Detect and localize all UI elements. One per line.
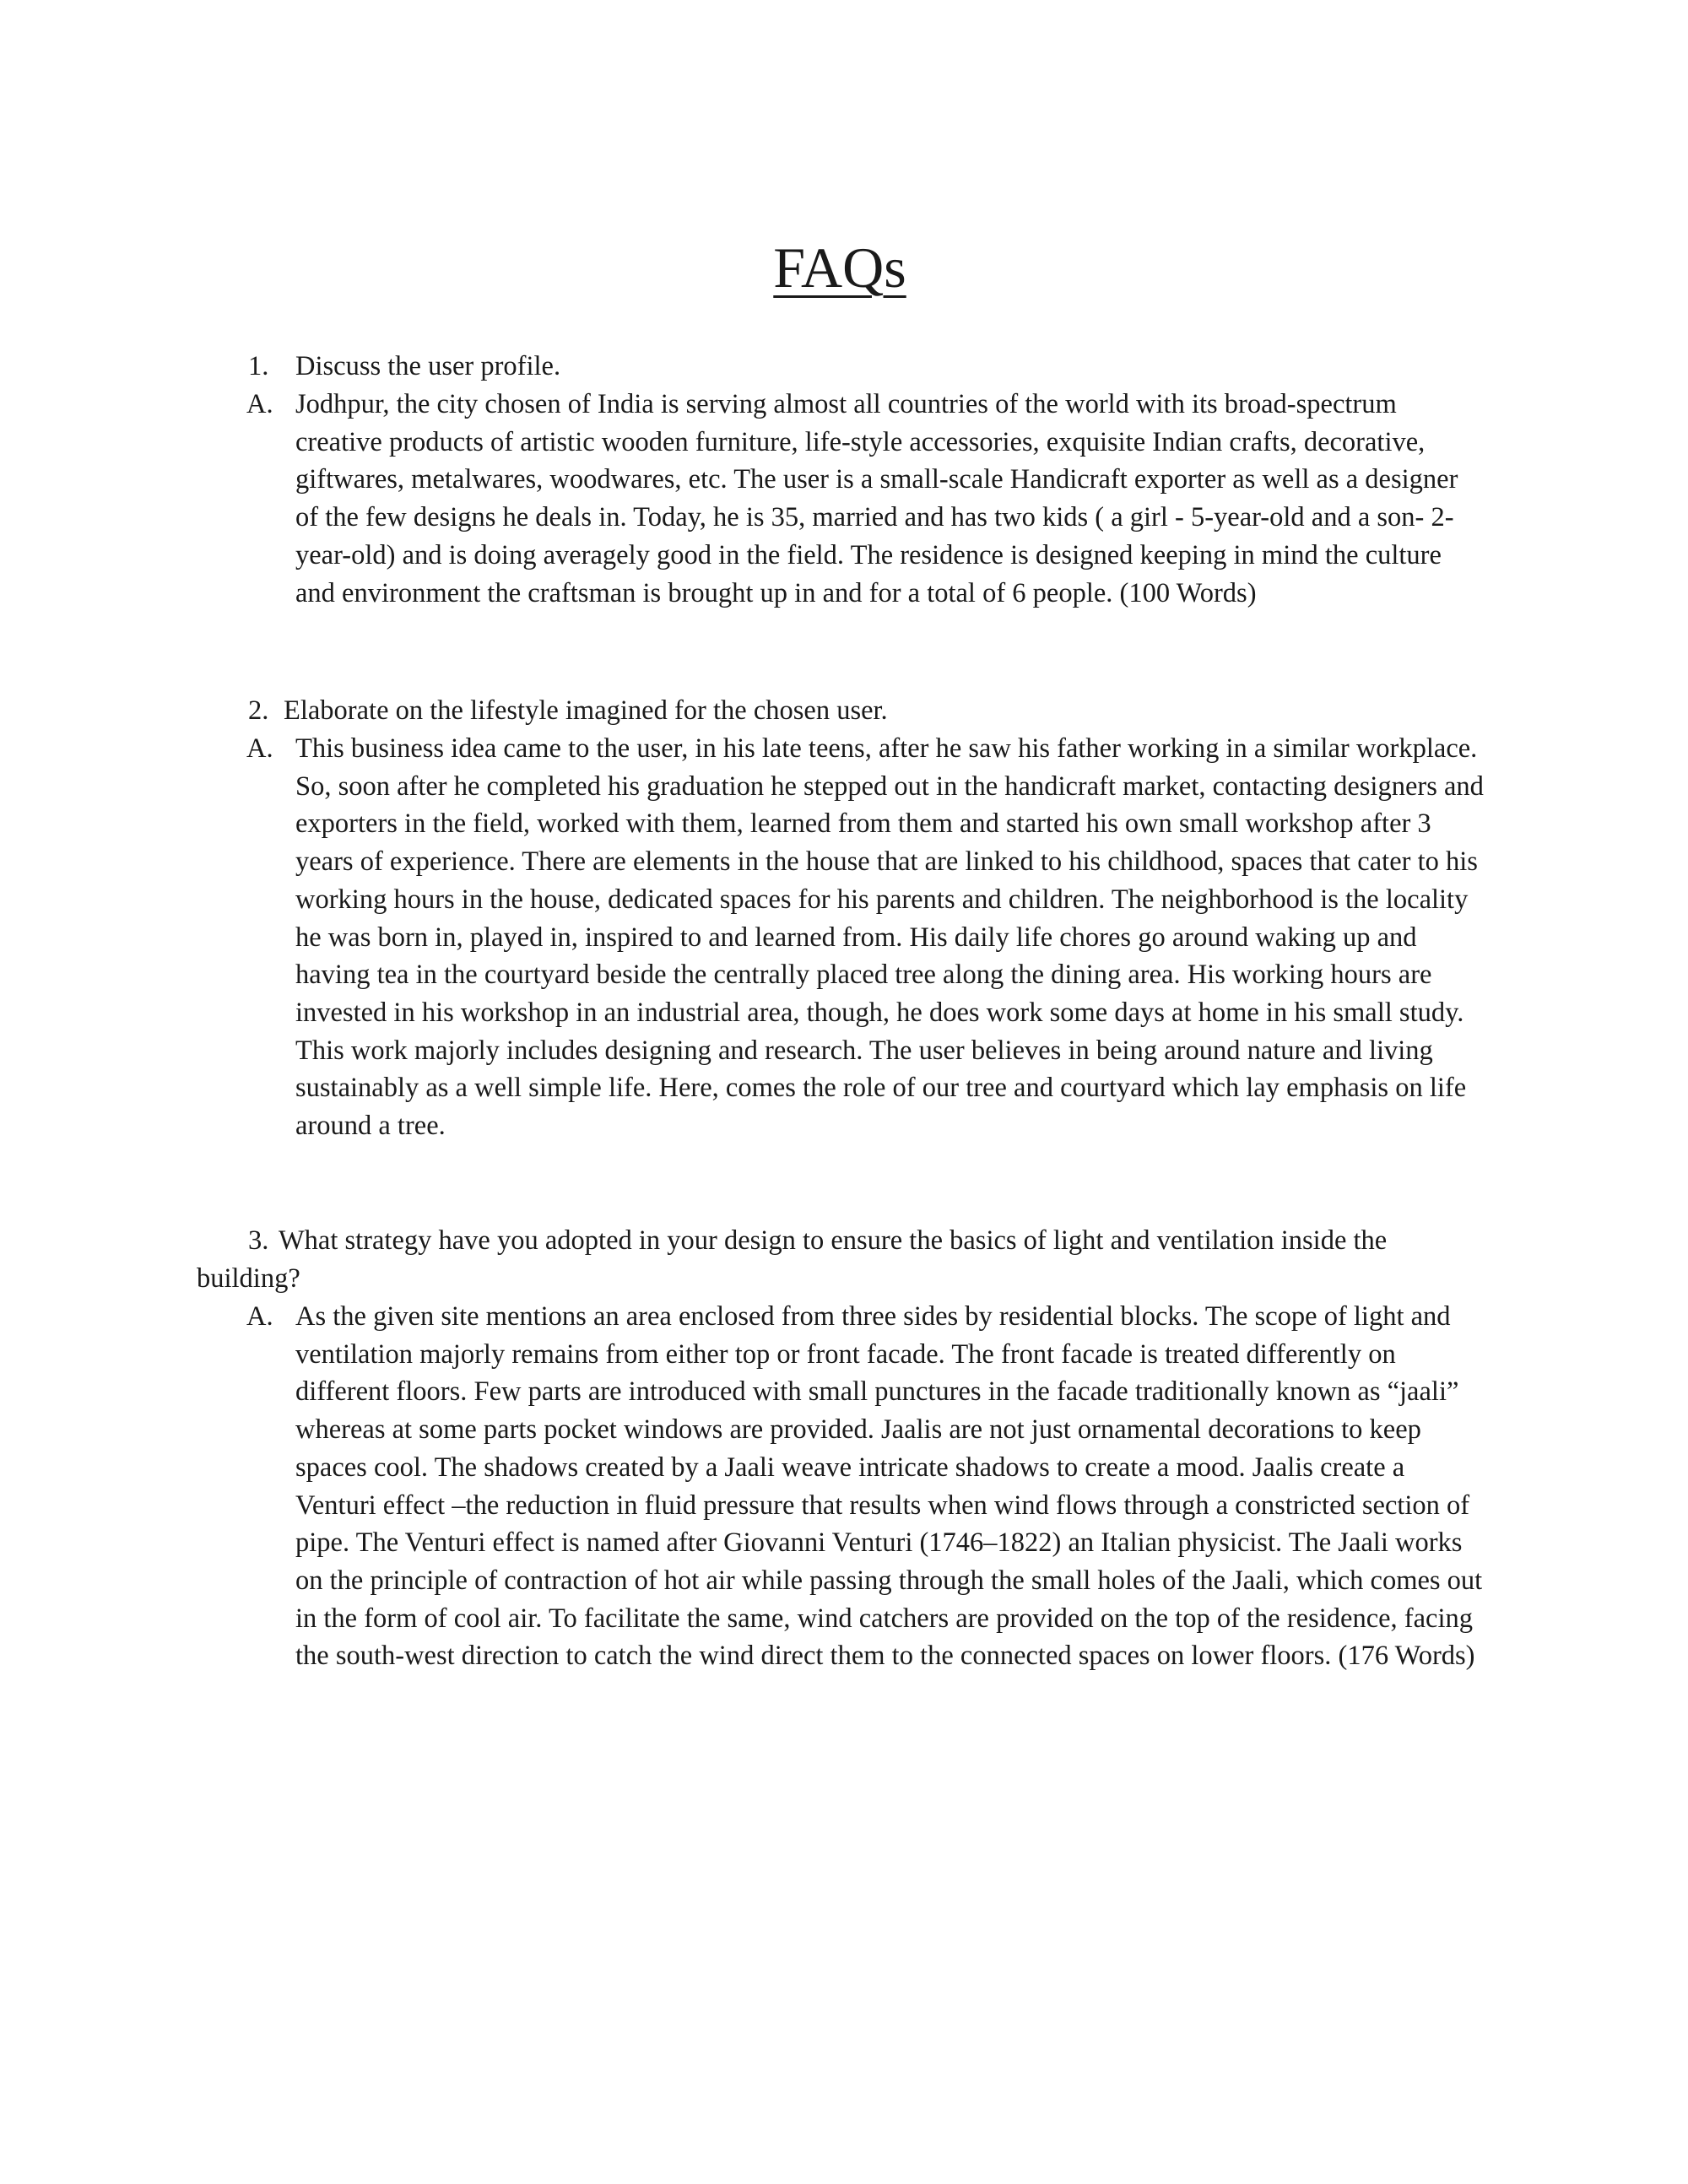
- faq-1-question: Discuss the user profile.: [295, 351, 561, 381]
- faq-2-answer-marker: A.: [246, 733, 273, 764]
- faq-1-answer: Jodhpur, the city chosen of India is serving almost all countries of the world with its broad-spectrum creative products of artistic wooden furniture, life-style accessories, exquisite Indian crafts, decorative, giftwares, metalwares, woodwares, etc. The user is a small-scale Handicraft exporter as well as a designer of the few designs he deals in. Today, he is 35, married and has two kids ( a girl - 5-year-old and a son- 2-year-old) and is doing averagely good in the field. The residence is designed keeping in mind the culture and environment the craftsman is brought up in and for a total of 6 people. (100 Words): [295, 389, 1458, 608]
- faq-2-question-number: 2.: [248, 695, 269, 726]
- faq-3-question-line-2: building?: [197, 1263, 300, 1294]
- faq-2-question: Elaborate on the lifestyle imagined for the chosen user.: [284, 695, 888, 726]
- faq-2-answer: This business idea came to the user, in his late teens, after he saw his father working in a similar workplace. So, soon after he completed his graduation he stepped out in the handicraft market, contacting designers and exporters in the field, worked with them, learned from them and started his own small workshop after 3 years of experience. There are elements in the house that are linked to his childhood, spaces that cater to his working hours in the house, dedicated spaces for his parents and children. The neighborhood is the locality he was born in, played in, inspired to and learned from. His daily life chores go around waking up and having tea in the courtyard beside the centrally placed tree along the dining area. His working hours are invested in his workshop in an industrial area, though, he does work some days at home in his small study. This work majorly includes designing and research. The user believes in being around nature and living sustainably as a well simple life. Here, comes the role of our tree and courtyard which lay emphasis on life around a tree.: [295, 733, 1484, 1142]
- faq-1-answer-marker: A.: [246, 389, 273, 419]
- faq-3-answer-marker: A.: [246, 1301, 273, 1332]
- faq-1-question-number: 1.: [248, 351, 269, 381]
- faq-3-question-line-1: What strategy have you adopted in your design to ensure the basics of light and ventilation inside the: [279, 1225, 1388, 1256]
- page-title: FAQs: [773, 235, 906, 300]
- faq-3-answer: As the given site mentions an area enclosed from three sides by residential blocks. The scope of light and ventilation majorly remains from either top or front facade. The front facade is treated differently on different floors. Few parts are introduced with small punctures in the facade traditionally known as “jaali” whereas at some parts pocket windows are provided. Jaalis are not just ornamental decorations to keep spaces cool. The shadows created by a Jaali weave intricate shadows to create a mood. Jaalis create a Venturi effect –the reduction in fluid pressure that results when wind flows through a constricted section of pipe. The Venturi effect is named after Giovanni Venturi (1746–1822) an Italian physicist. The Jaali works on the principle of contraction of hot air while passing through the small holes of the Jaali, which comes out in the form of cool air. To facilitate the same, wind catchers are provided on the top of the residence, facing the south-west direction to catch the wind direct them to the connected spaces on lower floors. (176 Words): [295, 1301, 1483, 1672]
- faq-3-question-number: 3.: [248, 1225, 269, 1256]
